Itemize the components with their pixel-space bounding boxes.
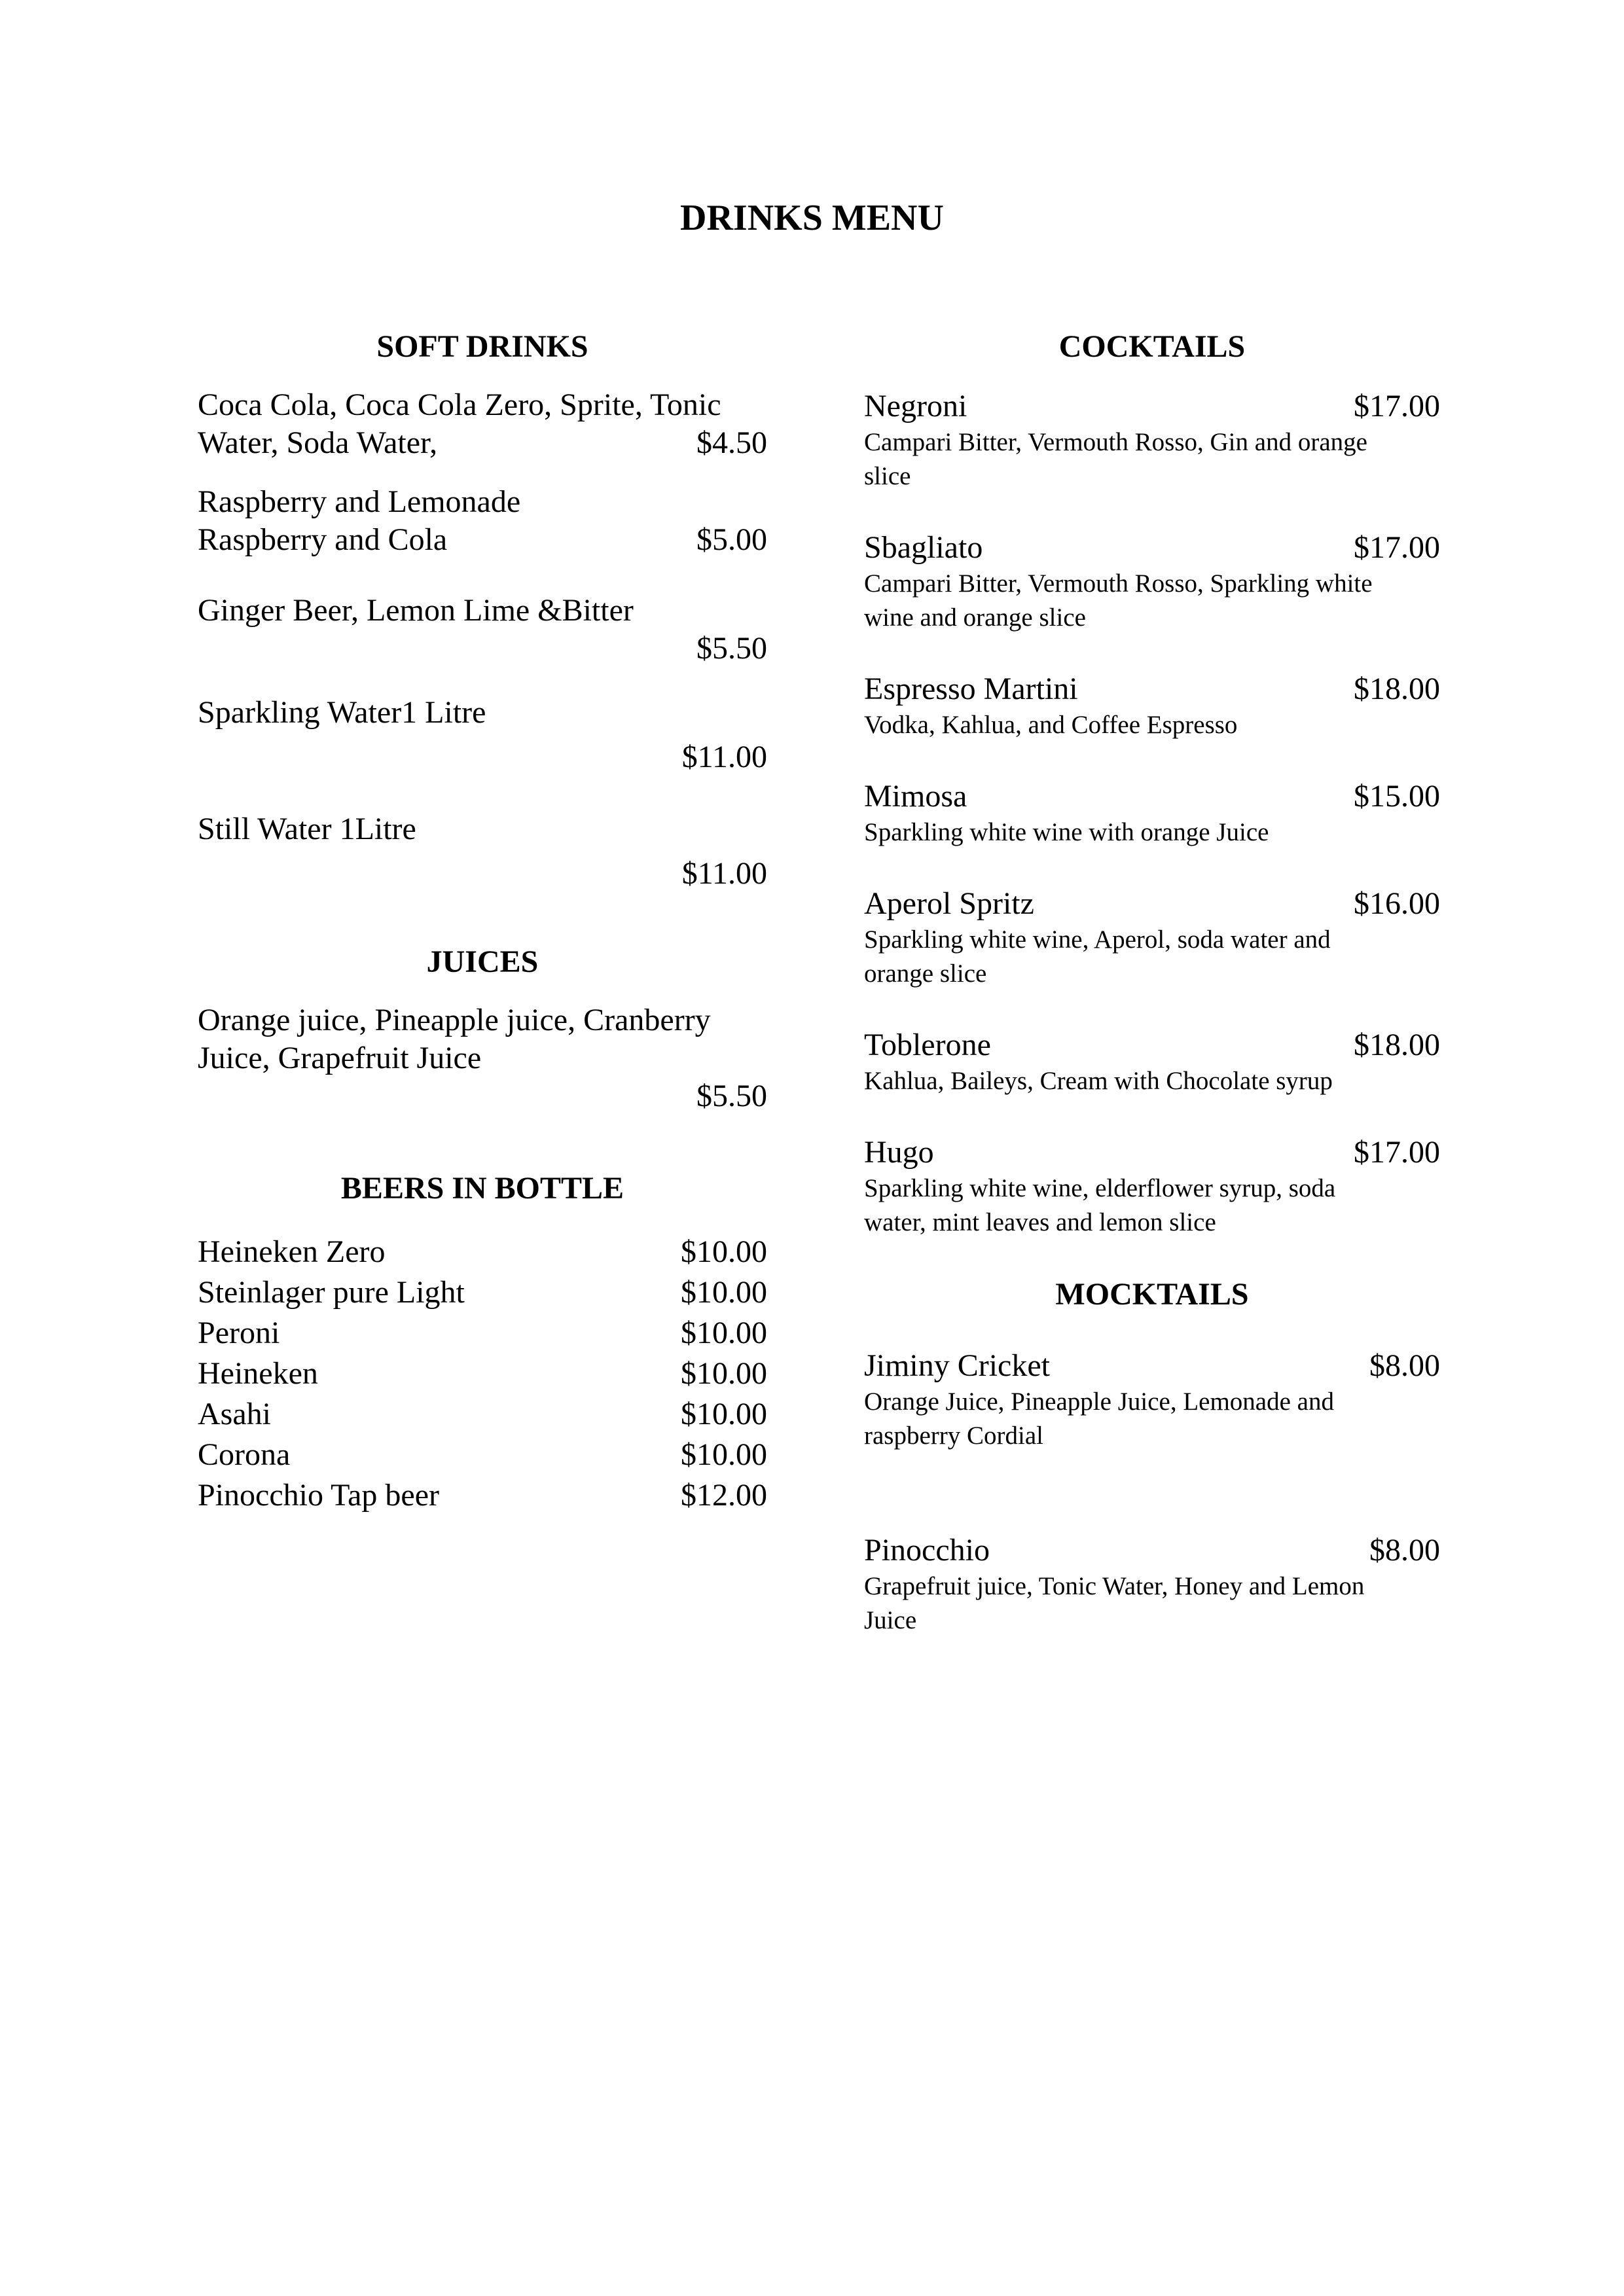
item-description: Sparkling white wine with orange Juice <box>864 818 1269 846</box>
item-description: Orange Juice, Pineapple Juice, Lemonade and <box>864 1388 1334 1416</box>
beer-item <box>198 1475 767 1516</box>
soft-drink-item <box>198 810 767 893</box>
item-description: raspberry Cordial <box>864 1422 1043 1450</box>
mocktails-heading: MOCKTAILS <box>1055 1277 1249 1312</box>
item-description: orange slice <box>864 960 987 988</box>
soft-drink-item <box>198 483 767 559</box>
item-price: $5.50 <box>696 1079 767 1113</box>
item-name: Jiminy Cricket <box>864 1348 1050 1383</box>
item-name: Peroni <box>198 1316 280 1350</box>
item-price: $18.00 <box>1354 1028 1440 1062</box>
item-name-line: Coca Cola, Coca Cola Zero, Sprite, Tonic <box>198 387 721 422</box>
item-name: Hugo <box>864 1135 934 1170</box>
right-column <box>864 327 1440 1716</box>
item-name: Espresso Martini <box>864 672 1078 706</box>
item-price: $10.00 <box>681 1437 767 1472</box>
item-price: $10.00 <box>681 1234 767 1269</box>
beer-item <box>198 1354 767 1394</box>
item-description: Sparkling white wine, elderflower syrup, soda <box>864 1174 1336 1202</box>
item-price: $16.00 <box>1354 886 1440 921</box>
cocktails-heading: COCKTAILS <box>1058 329 1246 364</box>
item-name: Heineken <box>198 1356 318 1391</box>
beer-item <box>198 1394 767 1435</box>
item-name-line: Sparkling Water1 Litre <box>198 695 486 730</box>
item-price: $11.00 <box>681 856 767 891</box>
page-title: DRINKS MENU <box>680 198 944 238</box>
item-name: Pinocchio <box>864 1533 990 1568</box>
cocktail-item <box>864 1134 1440 1240</box>
item-name-line: Raspberry and Cola <box>198 522 448 557</box>
item-name: Toblerone <box>864 1028 991 1062</box>
soft-drink-item <box>198 386 767 462</box>
item-name: Negroni <box>864 389 967 423</box>
item-description: water, mint leaves and lemon slice <box>864 1208 1216 1236</box>
cocktail-list <box>864 387 1440 1240</box>
item-name: Asahi <box>198 1397 271 1431</box>
cocktail-item <box>864 529 1440 635</box>
item-description: Juice <box>864 1606 917 1634</box>
soft-drink-item <box>198 694 767 776</box>
item-price: $5.50 <box>696 631 767 666</box>
item-description: Campari Bitter, Vermouth Rosso, Gin and orange <box>864 428 1367 456</box>
item-name-line: Ginger Beer, Lemon Lime &Bitter <box>198 593 634 628</box>
item-price: $12.00 <box>681 1478 767 1513</box>
soft-drink-item <box>198 592 767 668</box>
item-name: Sbagliato <box>864 530 983 565</box>
item-price: $10.00 <box>681 1356 767 1391</box>
item-price: $4.50 <box>696 425 767 460</box>
item-price: $10.00 <box>681 1397 767 1431</box>
item-price: $17.00 <box>1354 389 1440 423</box>
item-price: $18.00 <box>1354 672 1440 706</box>
item-description: Vodka, Kahlua, and Coffee Espresso <box>864 711 1238 739</box>
mocktail-list <box>864 1347 1440 1638</box>
item-description: Campari Bitter, Vermouth Rosso, Sparkling white <box>864 569 1373 598</box>
juice-item <box>198 1001 767 1115</box>
beer-item <box>198 1313 767 1354</box>
item-description: Sparkling white wine, Aperol, soda water and <box>864 925 1331 954</box>
item-price: $10.00 <box>681 1316 767 1350</box>
item-price: $8.00 <box>1369 1533 1440 1568</box>
beer-item <box>198 1272 767 1313</box>
beer-item <box>198 1232 767 1272</box>
mocktail-item <box>864 1347 1440 1453</box>
item-name: Aperol Spritz <box>864 886 1034 921</box>
cocktail-item <box>864 1026 1440 1098</box>
beer-list <box>198 1232 767 1516</box>
item-price: $17.00 <box>1354 1135 1440 1170</box>
item-price: $11.00 <box>681 740 767 774</box>
item-price: $5.00 <box>696 522 767 557</box>
cocktail-item <box>864 778 1440 850</box>
item-name-line: Still Water 1Litre <box>198 812 416 846</box>
item-name-line: Orange juice, Pineapple juice, Cranberry <box>198 1003 711 1037</box>
mocktail-item <box>864 1532 1440 1638</box>
item-price: $8.00 <box>1369 1348 1440 1383</box>
item-description: slice <box>864 462 911 490</box>
item-name: Mimosa <box>864 779 967 814</box>
item-name: Heineken Zero <box>198 1234 386 1269</box>
item-name-line: Raspberry and Lemonade <box>198 484 521 519</box>
cocktail-item <box>864 885 1440 991</box>
item-description: Kahlua, Baileys, Cream with Chocolate syrup <box>864 1067 1333 1095</box>
cocktail-item <box>864 670 1440 742</box>
left-column <box>198 327 767 1516</box>
beers-heading: BEERS IN BOTTLE <box>340 1171 624 1206</box>
item-price: $17.00 <box>1354 530 1440 565</box>
item-description: wine and orange slice <box>864 603 1086 632</box>
soft-drinks-heading: SOFT DRINKS <box>376 329 588 364</box>
item-name: Pinocchio Tap beer <box>198 1478 439 1513</box>
item-name-line: Juice, Grapefruit Juice <box>198 1041 482 1075</box>
item-name: Steinlager pure Light <box>198 1275 465 1310</box>
beer-item <box>198 1435 767 1475</box>
cocktail-item <box>864 387 1440 493</box>
item-price: $15.00 <box>1354 779 1440 814</box>
item-name-line: Water, Soda Water, <box>198 425 438 460</box>
item-description: Grapefruit juice, Tonic Water, Honey and Lemon <box>864 1572 1365 1600</box>
item-name: Corona <box>198 1437 291 1472</box>
juices-heading: JUICES <box>426 944 539 979</box>
item-price: $10.00 <box>681 1275 767 1310</box>
